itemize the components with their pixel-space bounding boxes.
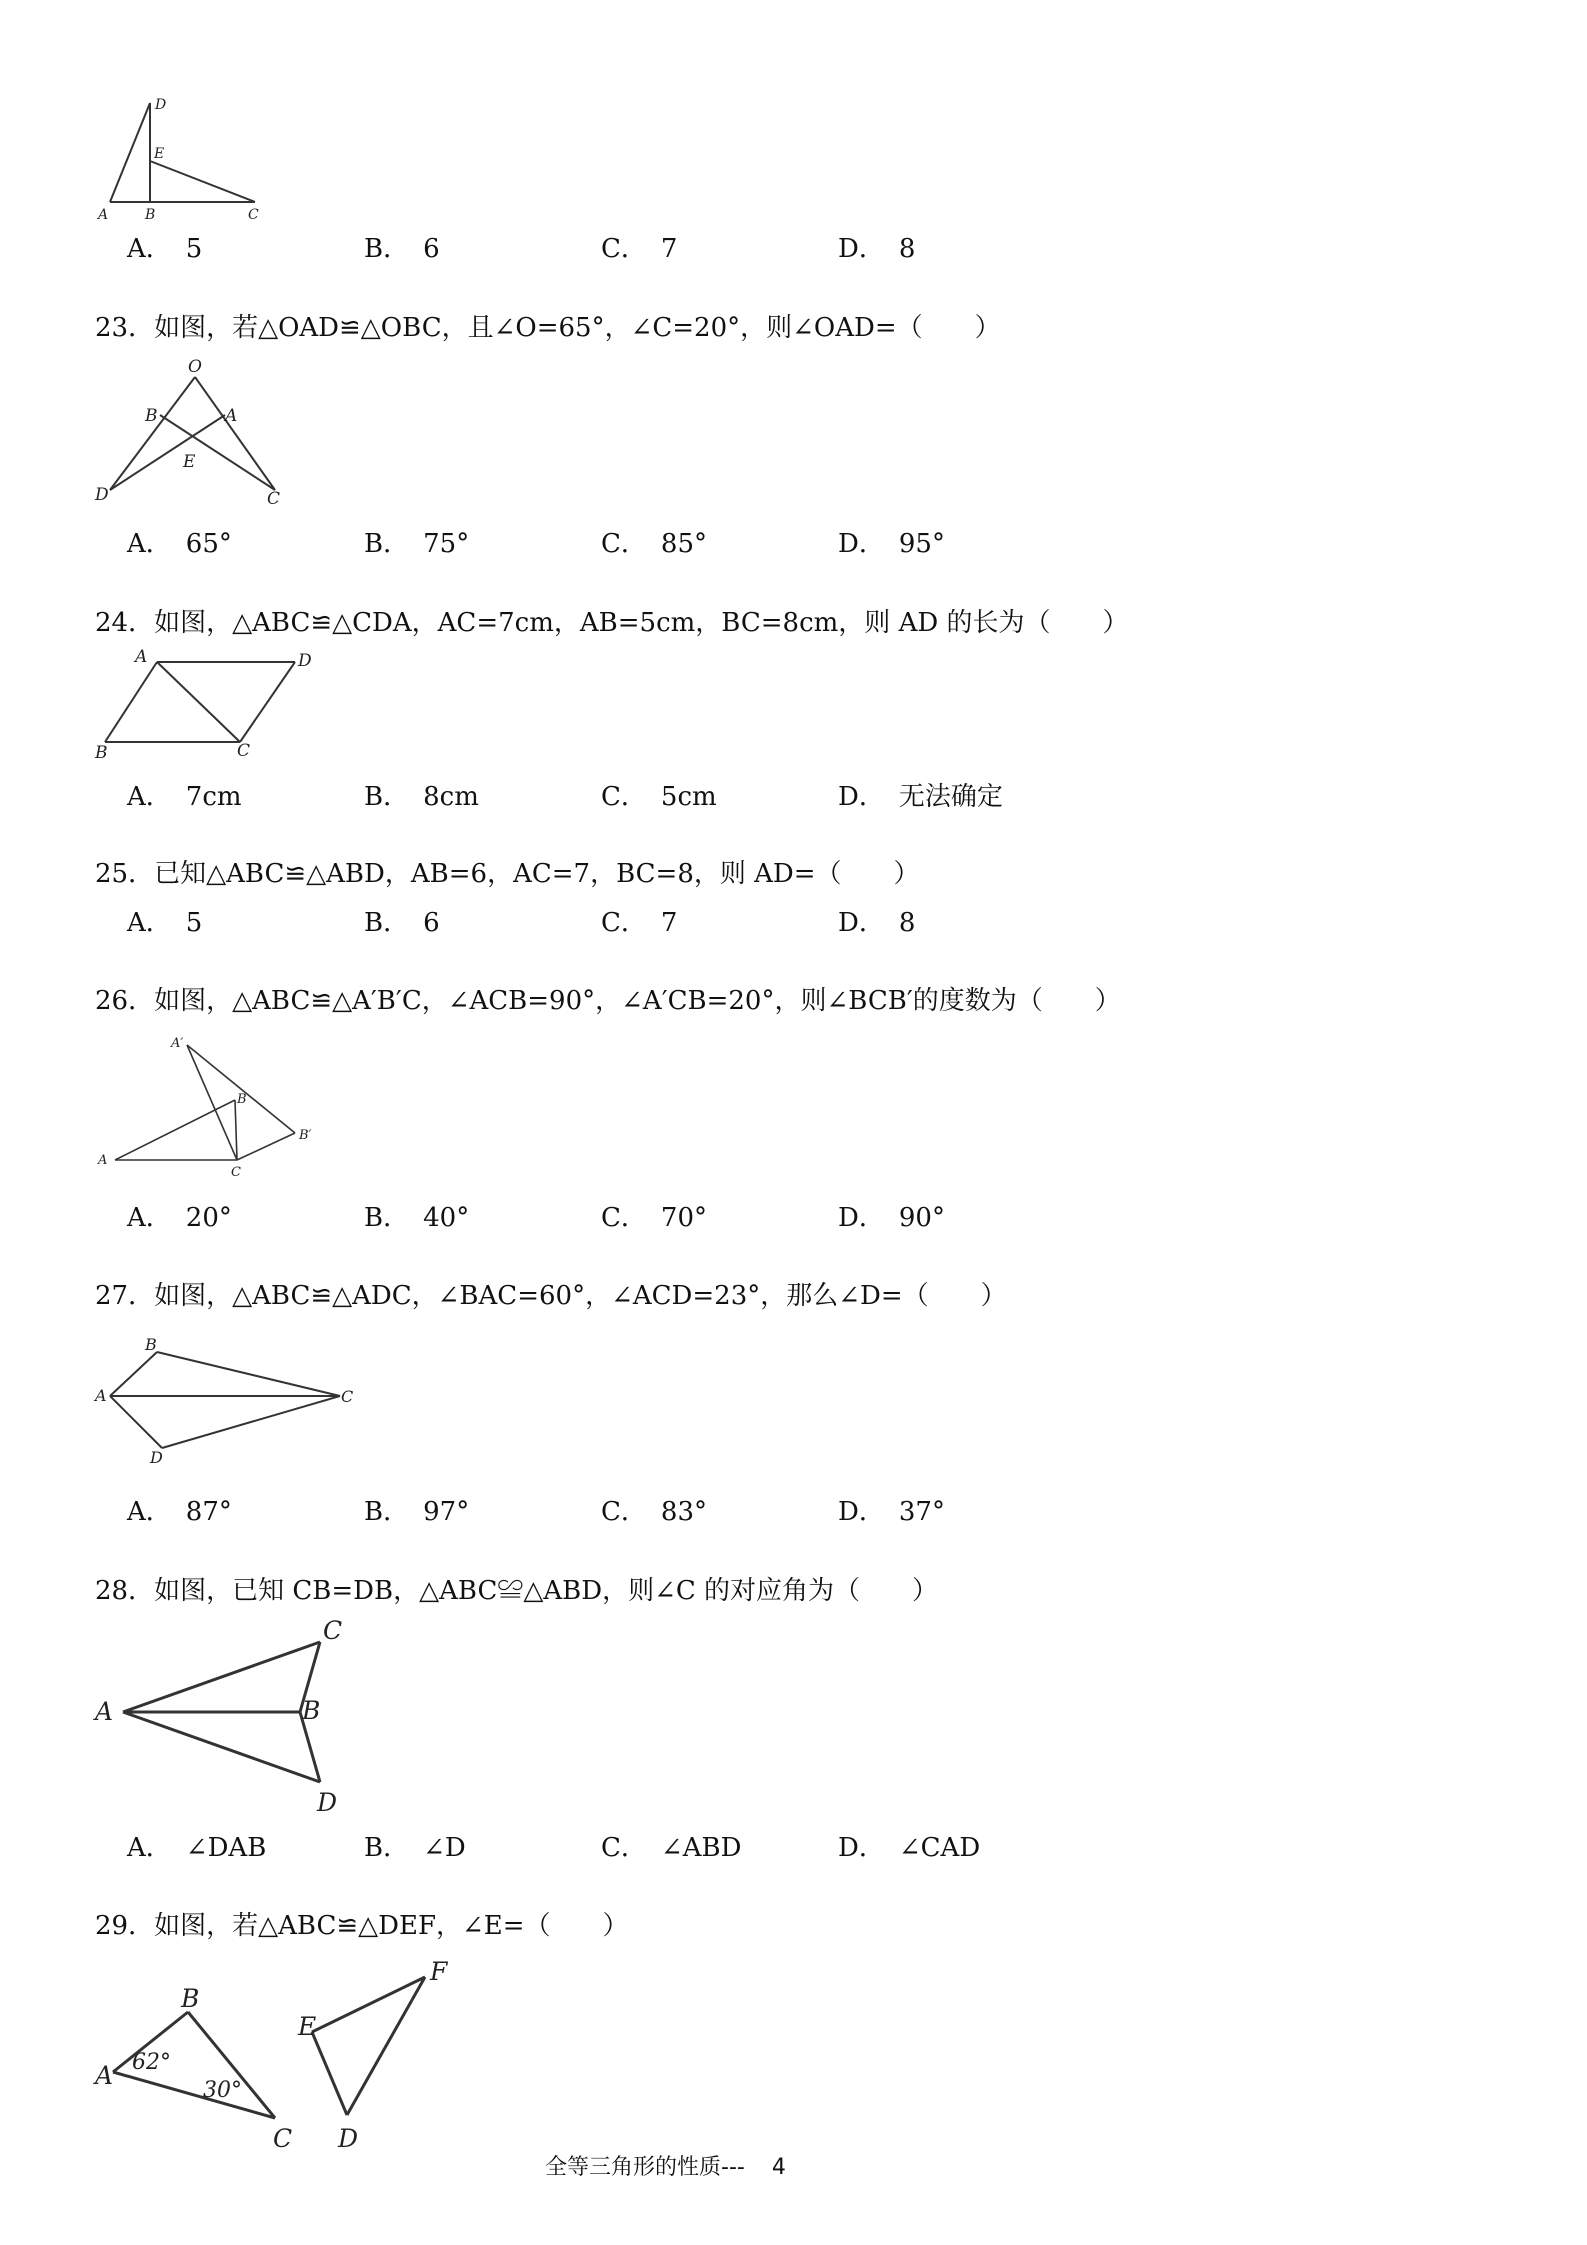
- q29-label-f: F: [430, 1957, 448, 1986]
- q23-options: [127, 523, 1127, 557]
- q24-option-c[interactable]: C． 5cm: [601, 782, 717, 812]
- q27-label-c: C: [341, 1387, 354, 1406]
- q22-option-a[interactable]: A． 5: [127, 234, 203, 264]
- q24-figure: [95, 647, 325, 764]
- q27-option-d[interactable]: D． 37°: [838, 1497, 945, 1527]
- q25-options: [127, 902, 1127, 936]
- q25-stem: 25．已知△ABC≌△ABD，AB=6，AC=7，BC=8，则 AD=（ ）: [95, 859, 920, 889]
- q28-label-c: C: [323, 1616, 343, 1645]
- q27-label-d: D: [150, 1448, 163, 1467]
- q24-label-a: A: [135, 647, 148, 667]
- q22-figure: [95, 95, 275, 229]
- q23-stem: 23．如图，若△OAD≌△OBC，且∠O=65°，∠C=20°，则∠OAD=（ ）: [95, 313, 1001, 343]
- q28-option-a[interactable]: A． ∠DAB: [127, 1833, 267, 1863]
- q22-label-c: C: [248, 207, 259, 223]
- q28-figure: [95, 1615, 375, 1824]
- q27-label-a: A: [95, 1386, 107, 1405]
- q22-label-d: D: [155, 97, 167, 113]
- q28-stem: 28．如图，已知 CB=DB，△ABC≌△ABD，则∠C 的对应角为（ ）: [95, 1576, 939, 1606]
- q26-stem: 26．如图，△ABC≌△A′B′C，∠ACB=90°，∠A′CB=20°，则∠BCB′的度数为（ ）: [95, 986, 1121, 1016]
- q23-label-d: D: [95, 485, 109, 505]
- q28-label-a: A: [95, 1697, 114, 1726]
- q24-stem: 24．如图，△ABC≌△CDA，AC=7cm，AB=5cm，BC=8cm，则 AD 的长为（ ）: [95, 608, 1129, 638]
- q23-option-c[interactable]: C． 85°: [601, 529, 707, 559]
- q29-label-b: B: [181, 1984, 200, 2013]
- q29-label-c: C: [273, 2124, 293, 2153]
- q24-option-b[interactable]: B． 8cm: [364, 782, 479, 812]
- q23-label-c: C: [267, 489, 281, 509]
- q28-label-d: D: [317, 1788, 338, 1817]
- page-number: 4: [771, 2155, 786, 2180]
- q28-label-b: B: [302, 1696, 321, 1725]
- q28-option-d[interactable]: D． ∠CAD: [838, 1833, 981, 1863]
- page-footer: [545, 2150, 786, 2181]
- q24-label-c: C: [237, 741, 251, 761]
- q22-options: [127, 228, 1127, 262]
- q25-option-c[interactable]: C． 7: [601, 908, 678, 938]
- q23-option-d[interactable]: D． 95°: [838, 529, 945, 559]
- q22-label-b: B: [145, 207, 156, 223]
- q26-label-a-prime: A′: [171, 1036, 184, 1051]
- q26-options: [127, 1197, 1127, 1231]
- q25-option-b[interactable]: B． 6: [364, 908, 440, 938]
- q27-option-c[interactable]: C． 83°: [601, 1497, 707, 1527]
- q27-label-b: B: [145, 1335, 157, 1354]
- q26-option-d[interactable]: D． 90°: [838, 1203, 945, 1233]
- q26-label-b: B: [237, 1092, 247, 1107]
- q29-figure: [95, 1955, 495, 2159]
- q24-option-d[interactable]: D． 无法确定: [838, 782, 1003, 812]
- q24-label-d: D: [298, 651, 312, 671]
- q24-options: [127, 776, 1127, 810]
- q25-option-d[interactable]: D． 8: [838, 908, 916, 938]
- q23-label-o: O: [188, 357, 202, 377]
- q22-label-a: A: [98, 207, 109, 223]
- q27-options: [127, 1491, 1127, 1525]
- q29-stem: 29．如图，若△ABC≌△DEF，∠E=（ ）: [95, 1911, 629, 1941]
- q23-label-a: A: [225, 406, 238, 426]
- q27-option-b[interactable]: B． 97°: [364, 1497, 470, 1527]
- q29-label-a: A: [95, 2061, 114, 2090]
- q28-option-c[interactable]: C． ∠ABD: [601, 1833, 742, 1863]
- q26-label-a: A: [98, 1153, 108, 1168]
- q23-option-b[interactable]: B． 75°: [364, 529, 470, 559]
- q26-label-c: C: [231, 1165, 241, 1180]
- q28-options: [127, 1827, 1127, 1861]
- q22-option-b[interactable]: B． 6: [364, 234, 440, 264]
- q25-option-a[interactable]: A． 5: [127, 908, 203, 938]
- q22-option-d[interactable]: D． 8: [838, 234, 916, 264]
- q22-label-e: E: [154, 146, 165, 162]
- q26-label-b-prime: B′: [299, 1128, 312, 1143]
- q23-figure: [95, 355, 295, 514]
- q29-angle-30: 30°: [203, 2078, 242, 2103]
- q29-label-e: E: [298, 2012, 317, 2041]
- q26-option-a[interactable]: A． 20°: [127, 1203, 232, 1233]
- q27-option-a[interactable]: A． 87°: [127, 1497, 232, 1527]
- footer-title: 全等三角形的性质---: [545, 2155, 745, 2180]
- q24-option-a[interactable]: A． 7cm: [127, 782, 242, 812]
- q26-option-c[interactable]: C． 70°: [601, 1203, 707, 1233]
- q29-label-d: D: [338, 2124, 359, 2153]
- q27-figure: [95, 1330, 365, 1469]
- q29-angle-62: 62°: [132, 2050, 171, 2075]
- q23-label-b: B: [145, 406, 158, 426]
- q26-option-b[interactable]: B． 40°: [364, 1203, 470, 1233]
- q27-stem: 27．如图，△ABC≌△ADC，∠BAC=60°，∠ACD=23°，那么∠D=（ ）: [95, 1281, 1007, 1311]
- q23-option-a[interactable]: A． 65°: [127, 529, 232, 559]
- q26-figure: [95, 1030, 335, 1184]
- q24-label-b: B: [95, 743, 108, 763]
- q28-option-b[interactable]: B． ∠D: [364, 1833, 466, 1863]
- q23-label-e: E: [183, 452, 196, 472]
- q22-option-c[interactable]: C． 7: [601, 234, 678, 264]
